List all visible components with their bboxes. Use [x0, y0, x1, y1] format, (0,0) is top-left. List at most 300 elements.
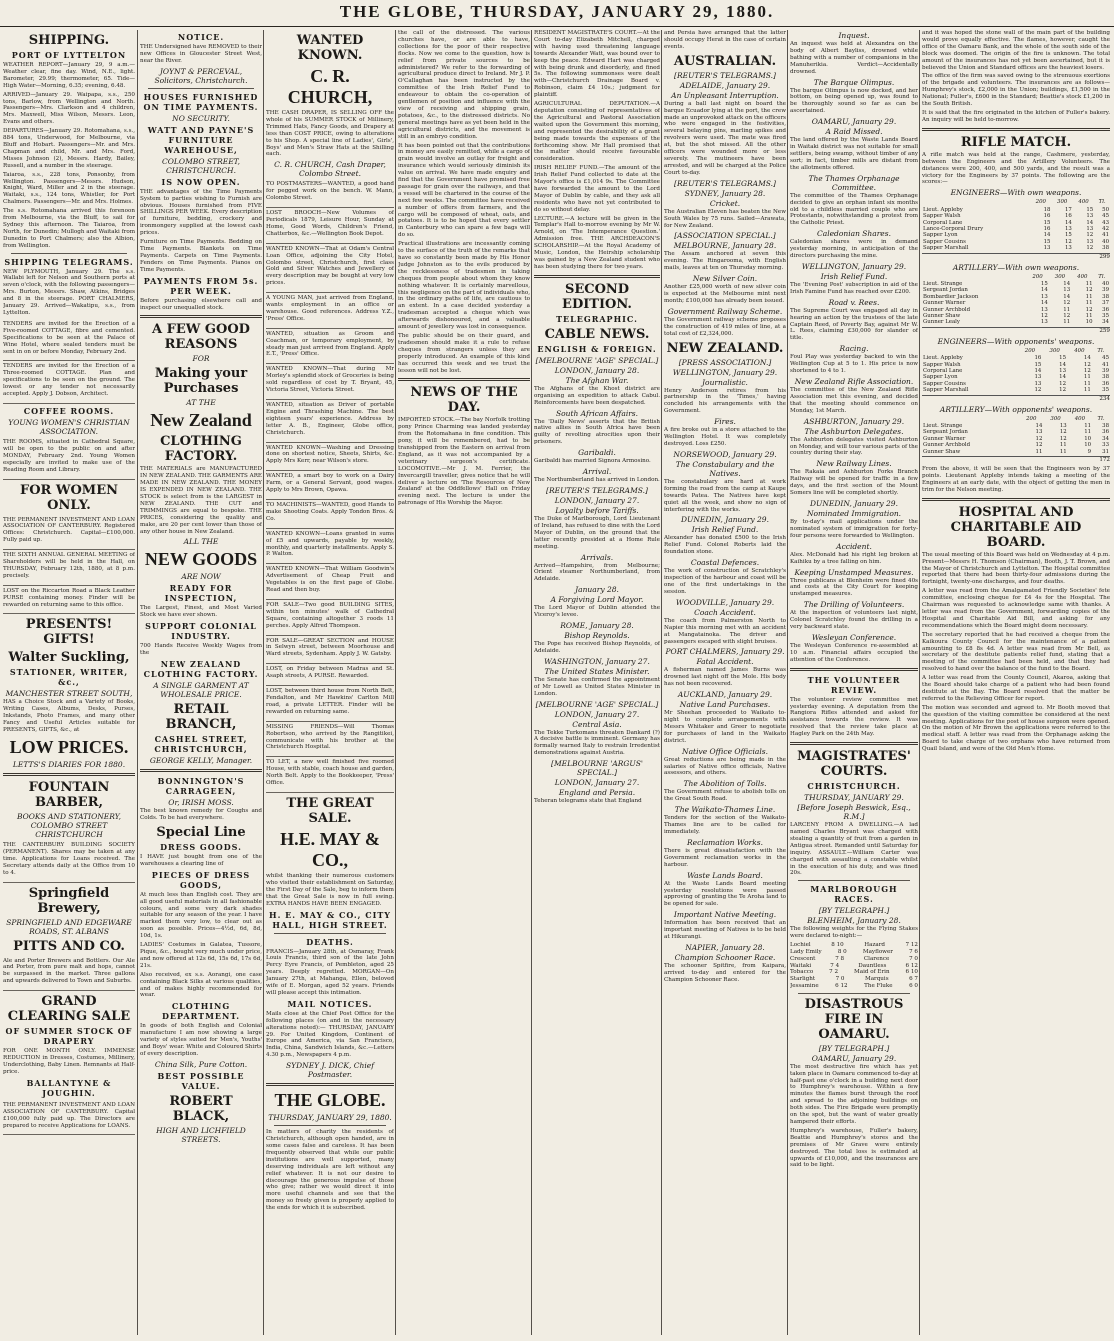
news-text: The office of the firm was saved owing to the strenuous exertions of the brigade and volunteers. The insurances are as follows—Humphrey's stock, £2,000 in the Union; buildings, £1,500 in the National; Fuller's, £600 in the Standard; Beattie's stock £1,200 in the South British.	[922, 73, 1110, 108]
score-header-cell: Tl.	[1097, 415, 1105, 422]
classified-ad-text: FOR SALE—GREAT SECTION and HOUSE in Selwyn street, between Moorhouse and Ward streets, Sydenham. Apply J. W. Gatsby.	[266, 637, 394, 658]
robert-black-address: HIGH AND LICHFIELD STREETS.	[156, 1125, 246, 1144]
score-table-heading: ARTILLERY—With opponents' weapons.	[939, 404, 1093, 414]
editorial-text: Practical illustrations are incessantly coming to the surface of the truth of the remarks that have so constantly been made by His Honor Judge Johnston as to the evils produced by the recklessness of tradesmen in taking cheques from people about whom they know nothing whatever. It is certainly marvellous, this negligence on the part of individuals who, in the ordinary paths of life, are cautious to an extent. In a case decided yesterday a tradesman accepted a cheque which was afterwards dishonoured, and a valuable amount of jewellery was lost in consequence.	[398, 241, 530, 331]
score-header-cell	[922, 273, 1026, 281]
news-subheading: Important Native Meeting.	[673, 910, 777, 920]
classified-ad	[266, 400, 394, 443]
bonnington-heading: BONNINGTON'S CARRAGEEN,	[157, 776, 245, 797]
score-cell: 31	[1102, 448, 1109, 455]
classified-ad	[266, 686, 394, 722]
score-cell: 12	[1065, 238, 1072, 245]
best-value: BEST POSSIBLE VALUE.	[157, 1070, 245, 1091]
race-weight-cell: 7 0	[835, 976, 845, 983]
score-table	[922, 347, 1110, 394]
score-cell: 50	[1102, 206, 1109, 213]
news-subheading: The United States Minister.	[544, 666, 650, 676]
column-7	[790, 30, 918, 1335]
classified-ad-text: WANTED, a smart boy to work on a Dairy Farm, or a General Servant, good wages. Apply to Mrs Brown, Opawa.	[266, 473, 394, 494]
hands-text: 700 Hands Receive Weekly Wages from the	[140, 643, 262, 657]
shipping-heading: SHIPPING.	[28, 33, 110, 48]
investment-text: THE PERMANENT INVESTMENT AND LOAN ASSOCIATION OF CANTERBURY. Registered Offices: Christchurch. Capital—£100,000. Fully paid up.	[3, 516, 135, 544]
clothing-dept-heading: CLOTHING DEPARTMENT.	[161, 1001, 241, 1022]
news-text: The most destructive fire which has yet taken place in Oamaru commenced to-day at half-past one o'clock in a building next door to Humphrey's warehouse. Within a few minutes the flames burst through the roof and spread to the adjoining buildings on both sides. The Fire Brigade were promptly on the spot, but the want of water greatly hampered their efforts.	[790, 1063, 918, 1125]
score-cell: 12	[1086, 245, 1094, 252]
classified-ad	[266, 500, 394, 529]
score-header-row	[922, 198, 1110, 206]
news-text: The Ashburton delegates visited Ashburton on Monday, and will tour various parts of the country during their stay.	[790, 436, 918, 457]
score-cell: 12	[1083, 368, 1091, 375]
arrivals: ARRIVED—January 29. Waipapa, s.s., 250 tons, Barlow, from Wellington and North. Passengers—Mrs. Clarkson and 4 children, Mrs. Maxwell, Miss Wilson, Messrs. Leon, Evans and others.	[3, 91, 135, 126]
telegraphic-heading: TELEGRAPHIC.	[556, 313, 638, 324]
news-text: Information has been received that an important meeting of Natives is to be held at Hikurangi.	[664, 920, 786, 941]
news-subheading: England and Persia.	[558, 788, 636, 798]
score-cell: Sapper Cousins	[923, 380, 966, 387]
news-subheading: Loyalty before Tariffs.	[555, 505, 639, 515]
news-subheading: Coastal Defences.	[690, 558, 760, 568]
news-text: An inquest was held at Alexandra on the body of Albert Bayliss, drowned while bathing with a number of companions in the Manuherikia. Verdict—Accidentally drowned.	[790, 41, 918, 75]
news-text: The motion was seconded and agreed to. Mr Booth moved that the question of the visiting committee be considered at the next meeting. Applications for the post of house surgeon were opened. On the motion of Mr Brown the applications were referred to the medical staff. A letter was read from the Orphanage asking the Board to take charge of two orphans who have returned from Quail Island, and were of the Old Men's Home.	[922, 704, 1110, 753]
fire-heading: DISASTROUS FIRE IN OAMARU.	[804, 996, 904, 1042]
race-weight-cell: Waitaki	[790, 962, 812, 969]
dateline: NORSEWOOD, January 29.	[673, 449, 777, 459]
news-subheading: Native Land Purchases.	[679, 700, 771, 710]
score-cell: 13	[1065, 245, 1072, 252]
score-cell: 35	[1102, 313, 1109, 319]
agency-line: [BY TELEGRAPH.]	[818, 1043, 890, 1053]
column-rule	[395, 30, 396, 1335]
ready-heading: READY FOR INSPECTION,	[164, 583, 238, 604]
news-subheading: New Silver Coin.	[692, 274, 758, 284]
score-cell: 34	[1102, 435, 1109, 442]
church-signature: C. R. CHURCH, Cash Draper, Colombo Street.	[274, 160, 386, 179]
score-cell: Gunner Warner	[923, 435, 966, 442]
classified-ad-text: FOR SALE—Two good BUILDING SITES, within ten minutes' walk of Cathedral Square, containing altogether 3 roods 11 perches. Apply Alfred Thompson.	[266, 601, 394, 629]
score-header-cell: 200	[1032, 273, 1043, 280]
news-text: The constabulary are hard at work forming the road from the camp at Kaupe towards Patea. The Natives have kept quiet all the week, and show no sign of interfering with the works.	[664, 478, 786, 513]
score-header-row	[922, 347, 1110, 355]
news-text: Great reductions are being made in the salaries of Native office officials, Native assessors, and others.	[664, 756, 786, 777]
payne-list: Furniture on Time Payments. Bedding on Time Payments. Blankets on Time Payments. Carpets on Time Payments. Fenders on Time Payments. Pianos on Time Payments.	[140, 239, 262, 273]
score-cell: 14	[1059, 374, 1067, 381]
news-text: From the above, it will be seen that the Engineers won by 37 points. Lieutenant Appleby intends taking a meeting of the Engineers at an early date, with the object of getting the men in trim for the Nelson meeting.	[922, 466, 1110, 493]
houses-heading: HOUSES FURNISHED ON TIME PAYMENTS.	[143, 91, 259, 112]
news-text: Arrived—Hampshire, from Melbourne; Orient steamer Northumberland, from Adelaide.	[534, 562, 660, 583]
score-cell: 10	[1085, 319, 1093, 326]
news-subheading: Inquest.	[838, 31, 870, 40]
race-weight-cell: 6 0	[909, 982, 918, 989]
classified-ad	[266, 443, 394, 472]
news-text: AGRICULTURAL DEPUTATION.—A deputation consisting of representatives of the Agricultural and Pastoral Association waited upon the Government this morning, and represented the desirability of a grant being made towards the expenses of the forthcoming show. Mr Hall promised that the matter should receive favourable consideration.	[534, 101, 660, 163]
making-heading: Making your Purchases	[154, 366, 248, 397]
classified-ad-text: WANTED KNOWN—That William Goodwin's Advertisement of Cheap Fruit and Vegetables is on the first page of Globe. Read and then buy.	[266, 566, 394, 594]
classified-ads	[266, 179, 394, 793]
news-text: The Wesleyan Conference re-assembled at 10 a.m. Financial affairs occupied the attention of the Conference.	[790, 642, 918, 663]
score-row	[922, 387, 1110, 393]
reasons-heading: A FEW GOOD REASONS	[152, 322, 250, 353]
dateline: MELBOURNE, January 28.	[673, 241, 777, 251]
score-cell: Corporal Lane	[923, 368, 963, 375]
lost-purse-ad	[3, 586, 135, 615]
score-header-cell: 400	[1074, 347, 1085, 354]
news-text: Henry Anderson retires from his partnership in the 'Times,' having concluded his arrangements with the Government.	[664, 387, 786, 415]
score-cell: 35	[1102, 387, 1109, 394]
loan-text: THE PERMANENT INVESTMENT AND LOAN ASSOCIATION OF CANTERBURY. Capital £100,000 fully paid up. The Directors are prepared to receive Applications for LOANS.	[3, 1101, 135, 1129]
race-weight-cell: 6 10	[905, 969, 918, 976]
news-subheading: Wesleyan Conference.	[811, 632, 897, 642]
divider	[790, 668, 918, 671]
score-row	[922, 245, 1110, 251]
score-header-cell: 300	[1057, 199, 1068, 206]
score-table-heading: ARTILLERY—With own weapons.	[952, 262, 1080, 272]
divider	[266, 1083, 394, 1086]
classified-ad-text: WANTED KNOWN—Loans granted in sums of £5 and upwards, payable by weekly, monthly, and quarterly installments. Apply S. P. Walton.	[266, 530, 394, 558]
column-rule	[787, 30, 788, 1335]
robert-black-heading: ROBERT BLACK,	[169, 1093, 233, 1124]
dateline: OAMARU, January 29.	[811, 117, 897, 127]
score-cell: 14	[1063, 293, 1071, 300]
news-subheading: Road v. Rees.	[828, 297, 880, 307]
springfield-sub: SPRINGFIELD AND EDGEWARE ROADS, ST. ALBANS	[6, 917, 132, 936]
suckling-subheading: STATIONER, WRITER, &c.,	[9, 667, 129, 688]
agency-line: [REUTER'S TELEGRAMS.]	[546, 485, 648, 495]
score-cell: 16	[1043, 225, 1051, 232]
score-cell: 15	[1086, 206, 1094, 213]
race-weight-cell: 7 0	[909, 955, 918, 962]
single-garment: A SINGLE GARMENT AT WHOLESALE PRICE.	[153, 681, 249, 700]
race-weight-cell: 8 10	[831, 942, 844, 949]
race-weight-cell: Lady Emily	[790, 948, 822, 955]
great-sale-heading: THE GREAT SALE.	[286, 795, 374, 826]
notice-text: THE Undersigned have REMOVED to their new Offices in Gloucester Street West, near the River.	[140, 44, 262, 64]
news-text: The Supreme Court was engaged all day in hearing an action by the trustees of the late Captain Reed, of Poverty Bay, against Mr W. L. Rees, claiming £30,000 for slander of title.	[790, 307, 918, 342]
race-weight-cell: 8 0	[837, 948, 847, 955]
news-text: The Australian Eleven has beaten the New South Wales by 75 runs. Sailed—Arawata, for New Zealand.	[664, 208, 786, 229]
retail-address: CASHEL STREET, CHRISTCHURCH,	[154, 734, 248, 755]
divider	[922, 128, 1110, 131]
building-text: THE CANTERBURY BUILDING SOCIETY (PERMANENT). Shares may be taken at any time. Applications for Loans received. The Secretary attends daily at the Office from 10 to 4.	[3, 842, 135, 876]
ymca-heading: YOUNG WOMEN'S CHRISTIAN ASSOCIATION.	[8, 417, 130, 436]
score-cell: 13	[1034, 374, 1042, 381]
score-cell: 12	[1063, 300, 1071, 307]
ladies-text: LADIES' Costumes in Galatea, Tussore, Pique, &c., bought very much under price, and now offered at 12s 6d, 15s 6d, 17s 6d, 21s.	[140, 942, 262, 969]
score-cell: 43	[1102, 219, 1109, 226]
dateline: ASHBURTON, January 29.	[803, 416, 905, 426]
fountain-barber-heading: FOUNTAIN BARBER,	[28, 780, 110, 810]
column-8	[922, 30, 1110, 1335]
news-text: IRISH RELIEF FUND.—The amount of the Irish Relief Fund collected to date at the Mayor's office is £1,014 9s. The Committee have forwarded the amount to the Lord Mayor of Dublin by cable, and they ask all residents who have not yet contributed to do so without delay.	[534, 165, 660, 213]
news-text: The Assam anchored at seven this evening. The Ringarooma, with English mails, leaves at ten on Thursday morning.	[664, 251, 786, 272]
ballantyne-sign: BALLANTYNE & JOUGHIN.	[26, 1077, 112, 1098]
news-text: The Government railway scheme proposes the construction of 419 miles of line, at a total cost of £2,324,000.	[664, 316, 786, 337]
score-cell: Lieut. Appleby	[923, 355, 963, 362]
score-header-cell: 400	[1078, 199, 1089, 206]
news-text: The Tekke Turkomans threaten Dankard (?) A decisive battle is imminent. Germany has formally warned Italy to restrain Irredentist demonstrations against Austria.	[534, 729, 660, 757]
score-cell: 16	[1034, 355, 1042, 362]
race-weight-cell: 7 12	[905, 942, 918, 949]
cable-news-sub: ENGLISH & FOREIGN.	[537, 343, 657, 354]
news-subheading: Reclamation Works.	[687, 837, 763, 847]
news-of-day-heading: NEWS OF THE DAY.	[410, 385, 518, 416]
reasons-text: THE MATERIALS are MANUFACTURED IN NEW ZEALAND. THE GARMENTS ARE MADE IN NEW ZEALAND. THE MONEY IS EXPENDED IN NEW ZEALAND. THE STOCK is select from is the LARGEST in NEW ZEALAND. THE CUT and TRIMMINGS are equal to bespoke. THE PRICES, considering the quality and make, are 20 per cent lower than those of any other house in New Zealand.	[140, 466, 262, 535]
race-weight-cell: 6 12	[835, 982, 848, 989]
tender-ad	[3, 361, 135, 404]
volunteer-review-heading: THE VOLUNTEER REVIEW.	[807, 674, 901, 695]
score-cell: 12	[1034, 387, 1042, 394]
news-subheading: Central Asia.	[572, 719, 622, 729]
news-text: Garibaldi has married Signora Armosino.	[534, 458, 651, 465]
agency-line: [REUTER'S TELEGRAMS.]	[674, 178, 776, 188]
meeting-text: THE SIXTH ANNUAL GENERAL MEETING of Shareholders will be held in the Hall, on THURSDAY, February 12th, 1880, at 8 p.m. precisely.	[3, 552, 135, 579]
score-cell: Sapper Walsh	[923, 361, 961, 368]
clothing-dept-text: In goods of both English and Colonial manufacture I am now showing a large variety of styles suited for Men's, Youths' and Boys' wear. White and Coloured Shirts of every description.	[140, 1023, 262, 1057]
classified-ad	[266, 208, 394, 244]
score-cell: 38	[1102, 293, 1109, 300]
column-3	[266, 30, 394, 1335]
dateline: LONDON, January 27.	[554, 778, 640, 788]
score-cell: 34	[1102, 319, 1109, 326]
classified-ad	[266, 293, 394, 329]
column-5	[534, 30, 660, 1335]
tender-ad	[3, 319, 135, 362]
special-line-text: I HAVE just bought from one of the warehouses a clearing line of	[140, 853, 262, 867]
news-text: At the inspection of volunteers last night, Colonel Scratchley found the drilling in a very backward state.	[790, 610, 918, 631]
news-text: A letter was read from the County Council, Akaroa, asking that the Board should take charge of a patient who had been found destitute at the Bay. The Board resolved that the matter be referred to the Relieving Officer for report.	[922, 675, 1110, 702]
dateline: NAPIER, January 28.	[685, 942, 765, 952]
score-cell: Gunner Archbold	[923, 442, 971, 449]
score-cell: 12	[1085, 306, 1093, 313]
news-subheading: Journalistic.	[702, 377, 748, 387]
score-cell: 11	[1059, 448, 1067, 455]
score-cell: 36	[1102, 429, 1109, 436]
race-weight-cell: Clarence	[863, 955, 890, 962]
classified-ad-text: MISSING FRIENDS—Will Thomas Robertson, who arrived by the Rangitikei, communicate with his brother at the Christchurch Hospital.	[266, 723, 394, 751]
classified-ad	[266, 364, 394, 400]
score-total: 172	[922, 456, 1110, 463]
classified-ad-text: TO LET, a new well finished five roomed House, with stable, coach house and garden, North Belt. Apply to the Bookkeeper, 'Press' Office.	[266, 759, 394, 787]
score-cell: 14	[1083, 355, 1091, 362]
dateline: LONDON, January 27.	[554, 709, 640, 719]
score-cell: Lance-Corporal Drury	[923, 225, 984, 232]
dateline: LONDON, January 28.	[554, 365, 640, 375]
port-heading: PORT OF LYTTELTON	[11, 50, 127, 60]
score-cell: 9	[1087, 448, 1092, 455]
news-text: The secretary reported that he had received a cheque from the Kaikoura County Council for the maintenance of a patient amounting to £8 8s 4d. A letter was read from Mr Bell, as secretary of the destitute patients relief fund, stating that a meeting of the committee had been held, and that they had resolved to hand over the balance of the fund to the Board.	[922, 631, 1110, 673]
news-subheading: Cricket.	[709, 198, 741, 208]
dateline: THURSDAY, JANUARY 29.	[804, 793, 904, 803]
score-cell: Lieut. Strange	[923, 423, 963, 430]
divider	[274, 933, 386, 934]
score-cell: Gunner Archbold	[923, 306, 971, 313]
score-cell: 10	[1084, 442, 1092, 449]
score-cell: Gunner Shaw	[923, 448, 961, 455]
score-header-row	[922, 415, 1110, 423]
score-cell: Gunner Shaw	[923, 313, 961, 319]
dateline: CHRISTCHURCH.	[807, 781, 901, 792]
score-cell: Lieut. Strange	[923, 280, 963, 287]
australian-heading: AUSTRALIAN.	[673, 53, 777, 69]
classified-ad-text: WANTED KNOWN—That during Mr Morley's splendid stock of Groceries is being sold regardless of cost by T. Bryant, 45, Victoria Street, Victoria Street.	[266, 366, 394, 394]
score-cell: 12	[1059, 387, 1067, 394]
agency-line: [REUTER'S TELEGRAMS.]	[674, 70, 776, 80]
church-text: THE CASH DRAPER, IS SELLING OFF the whole of his SUMMER STOCK of Millinery, Trimmed Hats, Fancy Goods, and Drapery at less than COST PRICE, owing to alterations to his Shop. A special line of Ladies', Girls', Boys' and Men's Straw Hats at the Shilling each.	[266, 110, 394, 158]
score-cell: 15	[1040, 280, 1048, 287]
news-subheading: Arrivals.	[580, 552, 614, 562]
score-table-heading: ENGINEERS—With own weapons.	[950, 188, 1082, 198]
news-subheading: Fires.	[714, 417, 736, 427]
dateline: WELLINGTON, January 29.	[672, 367, 778, 377]
score-cell: 10	[1084, 435, 1092, 442]
score-cell: 12	[1040, 313, 1048, 319]
score-header-cell: 200	[1026, 415, 1037, 422]
score-cell: 14	[1034, 368, 1042, 375]
news-text: The Pope has received Bishop Reynolds, of Adelaide.	[534, 641, 660, 654]
news-text: Mr Sheehan proceeded to Waikato to-night to complete arrangements with Messrs Whitaker and Greer to negotiate for purchases of land in the Waikato district.	[664, 710, 786, 744]
race-weight-cell: Hazard	[864, 942, 885, 949]
race-weight-row	[790, 956, 918, 963]
score-cell: 13	[1035, 429, 1043, 436]
column-rule	[263, 30, 264, 1335]
score-header-cell	[922, 415, 1019, 423]
dateline: WASHINGTON, January 27.	[544, 656, 650, 666]
news-text: The 'Evening Post' subscription in aid of the Irish Famine Fund has reached over £200.	[790, 281, 918, 295]
notice-heading: NOTICE.	[177, 32, 225, 42]
reasons-for: FOR	[192, 354, 210, 364]
score-cell: 13	[1059, 368, 1067, 375]
notice-signature: JOYNT & PERCEVAL, Solicitors, Christchurch.	[154, 66, 248, 85]
race-weight-cell: 7 8	[835, 955, 845, 962]
news-subheading: Bishop Reynolds.	[564, 631, 630, 641]
race-weight-cell: 6 12	[905, 962, 918, 969]
score-table-heading: ENGINEERS—With opponents' weapons.	[937, 336, 1095, 346]
score-cell: 13	[1086, 213, 1094, 220]
score-header-cell: 300	[1050, 415, 1061, 422]
score-cell: 12	[1059, 435, 1067, 442]
score-cell: 13	[1043, 245, 1051, 252]
news-text: A rifle match was held at the range, Cashmere, yesterday, between the Engineers and the Artillery Volunteers. The distances were 200, 400, and 500 yards, and the result was a victory for the Engineers by 37 points. The following are the scores:—	[922, 151, 1110, 186]
special-line-sub: DRESS GOODS.	[160, 841, 242, 852]
race-weight-cell: 6 7	[909, 976, 918, 983]
news-subheading: The Constabulary and the Natives.	[675, 459, 775, 478]
payments-heading: PAYMENTS FROM 5s. PER WEEK.	[143, 275, 259, 296]
news-text: There is great dissatisfaction with the Government reclamation works in the harbour.	[664, 847, 786, 868]
security-line: NO SECURITY.	[172, 113, 230, 123]
score-header-cell: 400	[1074, 415, 1086, 422]
news-text: The Rakaia and Ashburton Forks Branch Railway will be opened for traffic in a few days, and the first section of the Mount Somers line will be completed shortly.	[790, 469, 918, 497]
news-text: The work of construction of Scratchley's inspection of the harbour and coast will be one of the first undertakings in the session.	[664, 568, 786, 595]
grand-sale-sub: OF SUMMER STOCK OF DRAPERY	[5, 1026, 133, 1047]
race-weight-row	[790, 949, 918, 956]
lost-text: LOST on the Riccarton Road a Black Leather PURSE containing money. Finder will be rewarded on returning same to this office.	[3, 587, 135, 608]
score-cell: 11	[1063, 319, 1071, 326]
payne-address: COLOMBO STREET, CHRISTCHURCH.	[162, 156, 240, 175]
race-weight-cell: Tobacco	[790, 969, 814, 976]
cable-news-heading: CABLE NEWS.	[544, 326, 650, 342]
presents-heading: PRESENTS! GIFTS!	[25, 617, 113, 648]
news-subheading: New Railway Lines.	[816, 459, 892, 469]
agency-line: [MELBOURNE 'ARGUS' SPECIAL.]	[551, 759, 643, 778]
race-weight-cell: Maid of Erin	[854, 969, 890, 976]
news-text: The Northumberland has arrived in London.	[534, 477, 660, 484]
classified-ad	[266, 179, 394, 208]
score-cell: 14	[1086, 219, 1094, 226]
score-header-cell	[922, 347, 1018, 355]
news-subheading: Keeping Unstamped Measures.	[794, 567, 914, 577]
editorial-text: the call of the distressed. The various churches have, or are able to have, collections for the poor of their respective flocks. Now we come to the question, how is relief from private sources to be administered? We refer to the forwarding of agricultural produce direct to Ireland. Mr J. P. O'Callaghan has been instructed by the committee of the Irish Relief Fund to endeavour to obtain the co-operation of gentlemen of position and influence with the view of receiving and shipping grain, potatoes, &c., to the distressed districts. No general meetings have as yet been held in the agricultural districts, and the movement is still in an embryo condition.	[398, 30, 530, 140]
news-text: A fisherman named James Burns was drowned last night off the Mole. His body has not been recovered.	[664, 667, 786, 688]
news-text: Alex. McDonald had his right leg broken at Kaihiku by a tree falling on him.	[790, 551, 918, 565]
column-6	[664, 30, 786, 1335]
score-cell: 41	[1102, 361, 1109, 368]
score-header-cell	[922, 198, 1030, 206]
investment-ad	[3, 515, 135, 551]
race-weight-row	[790, 969, 918, 976]
silk-line: China Silk, Pure Cotton.	[154, 1059, 248, 1069]
agency-line: [MELBOURNE 'AGE' SPECIAL.]	[535, 355, 659, 365]
news-subheading: An Unpleasant Interruption.	[671, 90, 779, 100]
score-cell: 40	[1102, 280, 1109, 287]
score-header-cell: Tl.	[1097, 347, 1105, 354]
dateline: BLENHEIM, January 28.	[807, 916, 901, 926]
score-cell: 11	[1063, 306, 1071, 313]
news-text: LECTURE.—A lecture will be given in the Templar's Hall to-morrow evening by Mr W. Arnold, on 'The Intemperance Question.' Admission free. THE ARCHDEACON'S SCHOLARSHIP.—At the Royal Academy of Music, London, the Heirship scholarship was gained by a New Zealand student who has been studying there for two years.	[534, 215, 660, 270]
suckling-address: MANCHESTER STREET SOUTH,	[5, 689, 133, 699]
score-cell: Sapper Marshall	[923, 387, 969, 394]
news-subheading: Accident.	[836, 541, 872, 551]
dateline: DUNEDIN, January 29.	[810, 498, 898, 508]
retail-branch-heading: RETAIL BRANCH,	[165, 702, 237, 733]
classified-ad	[266, 529, 394, 565]
news-text: Alexander has donated £500 to the Irish Relief Fund. Colonel Roberts laid the foundation stone.	[664, 535, 786, 556]
agency-line: [ASSOCIATION SPECIAL.]	[674, 231, 776, 241]
news-text: The volunteer review committee met yesterday evening. A deputation from the Rangiora Rifles attended and asked for assistance towards the review. It was resolved that the review take place at Hagley Park on the 24th May.	[790, 696, 918, 738]
deaths-text: FRANCIS—January 28th, at Osmaray, Frank Louis Francis, third son of the late John Percy Eyre Francis, of Pembleton, aged 25 years. Deeply regretted. MORGAN—On January 27th, at Mahanga, Ellen, beloved wife of E. Morgan, aged 52 years. Friends will please accept this intimation.	[266, 948, 394, 996]
also-text: Also received, ex s.s. Aorangi, one case containing Black Silks at various qualities, and of makes highly recommended for wear.	[140, 971, 262, 999]
score-cell: 13	[1040, 293, 1048, 300]
news-text: At the Waste Lands Board meeting yesterday resolutions were passed approving of granting the Te Aroha land to be opened for sale.	[664, 880, 786, 908]
news-subheading: The Barque Olimpus.	[813, 77, 895, 87]
news-subheading: Irish Relief Fund.	[820, 271, 888, 281]
score-cell: 15	[1065, 232, 1072, 239]
score-cell: 45	[1102, 213, 1109, 220]
news-text: It is said that the fire originated in the kitchen of Fuller's bakery. An inquiry will be held to-morrow.	[922, 109, 1110, 123]
news-text: The Lord Mayor of Dublin attended the Viceroy's levee.	[534, 605, 660, 619]
tender-text: TENDERS are invited for the Erection of a Five-roomed COTTAGE, fibre and cemented. Specifications to be seen at the Palace of Wine Hotel, where sealed tenders must be sent in on or before Monday, February 2nd.	[3, 320, 135, 355]
score-cell: 13	[1086, 225, 1094, 232]
news-subheading: Government Railway Scheme.	[667, 306, 783, 316]
score-cell: 12	[1035, 435, 1043, 442]
news-text: Caledonian shares were in demand yesterday morning, in anticipation of the directors purchasing the mine.	[790, 239, 918, 260]
shipping-telegrams: NEW PLYMOUTH, January 29. The s.s. Wallabi left for Nelson and Southern ports at seven o'clock, with the following passengers—Mrs. Burton, Messrs. Shaw, Atkins, Bridges and 8 in the steerage. PORT CHALMERS, January 29. Arrived—Wakatipu, s.s., from Lyttelton.	[3, 268, 135, 316]
ymca-text: THE ROOMS, situated in Cathedral Square, will be open to the public on and after MONDAY, February 2nd. Young Women especially are invited to make use of the Reading Room and Library.	[3, 438, 135, 473]
score-header-row	[922, 273, 1110, 281]
news-subheading: The Abolition of Tolls.	[683, 779, 767, 789]
bonnington-text: The best known remedy for Coughs and Colds. To be had everywhere.	[140, 808, 262, 821]
dateline: WOODVILLE, January 29.	[675, 597, 775, 607]
nzcf-heading: NEW ZEALAND CLOTHING FACTORY.	[143, 659, 259, 680]
classified-ad	[266, 329, 394, 365]
score-cell: 11	[1035, 448, 1043, 455]
dateline: OAMARU, January 29.	[811, 1053, 897, 1063]
score-cell: 14	[1043, 232, 1051, 239]
news-subheading: Coach Accident.	[694, 607, 756, 617]
score-cell: 14	[1059, 361, 1067, 368]
column-rule	[137, 30, 138, 1335]
news-text: IMPORTED STOCK.—The bay Norfolk trotting pony Prince Charming was landed yesterday from the Rotomahana in fine condition. This pony, it will be remembered, had to be transhipped from the Eastern on arrival from England, as it was not accompanied by a veterinary surgeon's certificate. LOCOMOTIVE.—Mr J. M. Ferrier, the Invercargill traveller, gives notice that he will deliver a lecture on 'The Resources of New Zealand' at the Oddfellows' Hall on Friday evening next. The lecture is under the patronage of His Worship the Mayor.	[398, 417, 530, 507]
score-header-cell: 300	[1049, 347, 1060, 354]
divider	[922, 498, 1110, 501]
score-cell: 39	[1102, 368, 1109, 375]
